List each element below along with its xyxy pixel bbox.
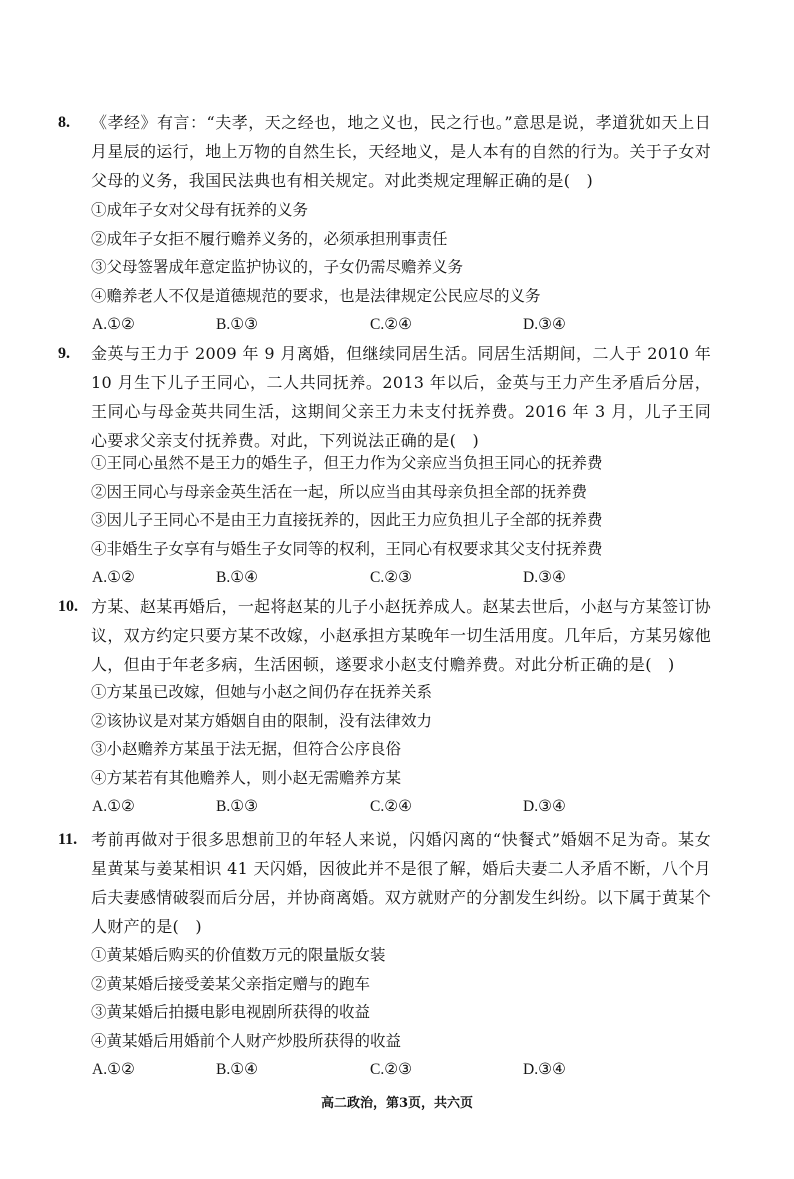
question-stem: 《孝经》有言：“夫孝，天之经也，地之义也，民之行也。”意思是说，孝道犹如天上日月星辰的运行，地上万物的自然生长，天经地义，是人本有的自然的行为。关于子女对父母的义务，我国民法典也有相关规定。对此类规定理解正确的是( ) [91,113,711,190]
answer-choices [92,564,712,592]
choice-c: C.②③ [370,569,413,586]
choice-a: A.①② [92,316,135,333]
option-item: ③黄某婚后拍摄电影电视剧所获得的收益 [91,1003,371,1021]
choice-c: C.②④ [370,798,413,815]
option-item: ④方某若有其他赡养人，则小赵无需赡养方某 [91,768,402,787]
question-number: 11. [58,831,78,848]
option-item: ③因儿子王同心不是由王力直接抚养的，因此王力应负担儿子全部的抚养费 [91,511,603,529]
option-item: ③小赵赡养方某虽于法无据，但符合公序良俗 [91,740,402,758]
choice-b: B.①④ [216,1061,259,1078]
choice-c: C.②④ [370,316,413,333]
option-item: ①王同心虽然不是王力的婚生子，但王力作为父亲应当负担王同心的抚养费 [91,454,603,472]
choice-d: D.③④ [523,1061,566,1078]
option-item: ④黄某婚后用婚前个人财产炒股所获得的收益 [91,1031,402,1050]
choice-a: A.①② [92,798,135,815]
option-item: ④赡养老人不仅是道德规范的要求，也是法律规定公民应尽的义务 [91,286,541,305]
option-item: ②该协议是对某方婚姻自由的限制，没有法律效力 [91,711,433,730]
question-stem: 考前再做对于很多思想前卫的年轻人来说，闪婚闪离的“快餐式”婚姻不足为奇。某女星黄某与姜某相识 41 天闪婚，因彼此并不是很了解，婚后夫妻二人矛盾不断，八个月后夫妻感情破裂而后分居，并协商离婚。双方就财产的分割发生纠纷。以下属于黄某个人财产的是( ) [91,830,711,936]
option-list [91,678,711,792]
choice-c: C.②③ [370,1061,413,1078]
answer-choices [92,311,712,339]
option-item: ①成年子女对父母有抚养的义务 [91,201,309,219]
option-list [91,941,711,1055]
question-number: 10. [58,598,78,615]
question-stem: 金英与王力于 2009 年 9 月离婚，但继续同居生活。同居生活期间，二人于 2010 年 10 月生下儿子王同心，二人共同抚养。2013 年以后，金英与王力产生矛盾后分居，王同心与母金英共同生活，这期间父亲王力未支付抚养费。2016 年 3 月，儿子王同心要求父亲支付抚养费。对此，下列说法正确的是( ) [91,344,711,450]
option-list [91,196,711,310]
option-list [91,449,711,563]
option-item: ②黄某婚后接受姜某父亲指定赠与的跑车 [91,974,371,993]
option-item: ①黄某婚后购买的价值数万元的限量版女装 [91,946,386,964]
option-item: ②成年子女拒不履行赡养义务的，必须承担刑事责任 [91,229,448,248]
choice-d: D.③④ [523,798,566,815]
choice-b: B.①③ [216,316,259,333]
choice-d: D.③④ [523,316,566,333]
choice-b: B.①④ [216,569,259,586]
question-number: 9. [58,345,70,362]
answer-choices [92,1056,712,1084]
option-item: ②因王同心与母亲金英生活在一起，所以应当由其母亲负担全部的抚养费 [91,482,588,501]
option-item: ④非婚生子女享有与婚生子女同等的权利，王同心有权要求其父支付抚养费 [91,539,603,558]
option-item: ③父母签署成年意定监护协议的，子女仍需尽赡养义务 [91,258,464,276]
option-item: ①方某虽已改嫁，但她与小赵之间仍存在抚养关系 [91,683,433,701]
choice-a: A.①② [92,1061,135,1078]
question-number: 8. [58,114,70,131]
answer-choices [92,793,712,821]
choice-b: B.①③ [216,798,259,815]
page-footer: 高二政治，第3页，共六页 [320,1096,474,1111]
question-stem: 方某、赵某再婚后，一起将赵某的儿子小赵抚养成人。赵某去世后，小赵与方某签订协议，双方约定只要方某不改嫁，小赵承担方某晚年一切生活用度。几年后，方某另嫁他人，但由于年老多病，生活困顿，遂要求小赵支付赡养费。对此分析正确的是( ) [91,597,711,674]
choice-a: A.①② [92,569,135,586]
choice-d: D.③④ [523,569,566,586]
